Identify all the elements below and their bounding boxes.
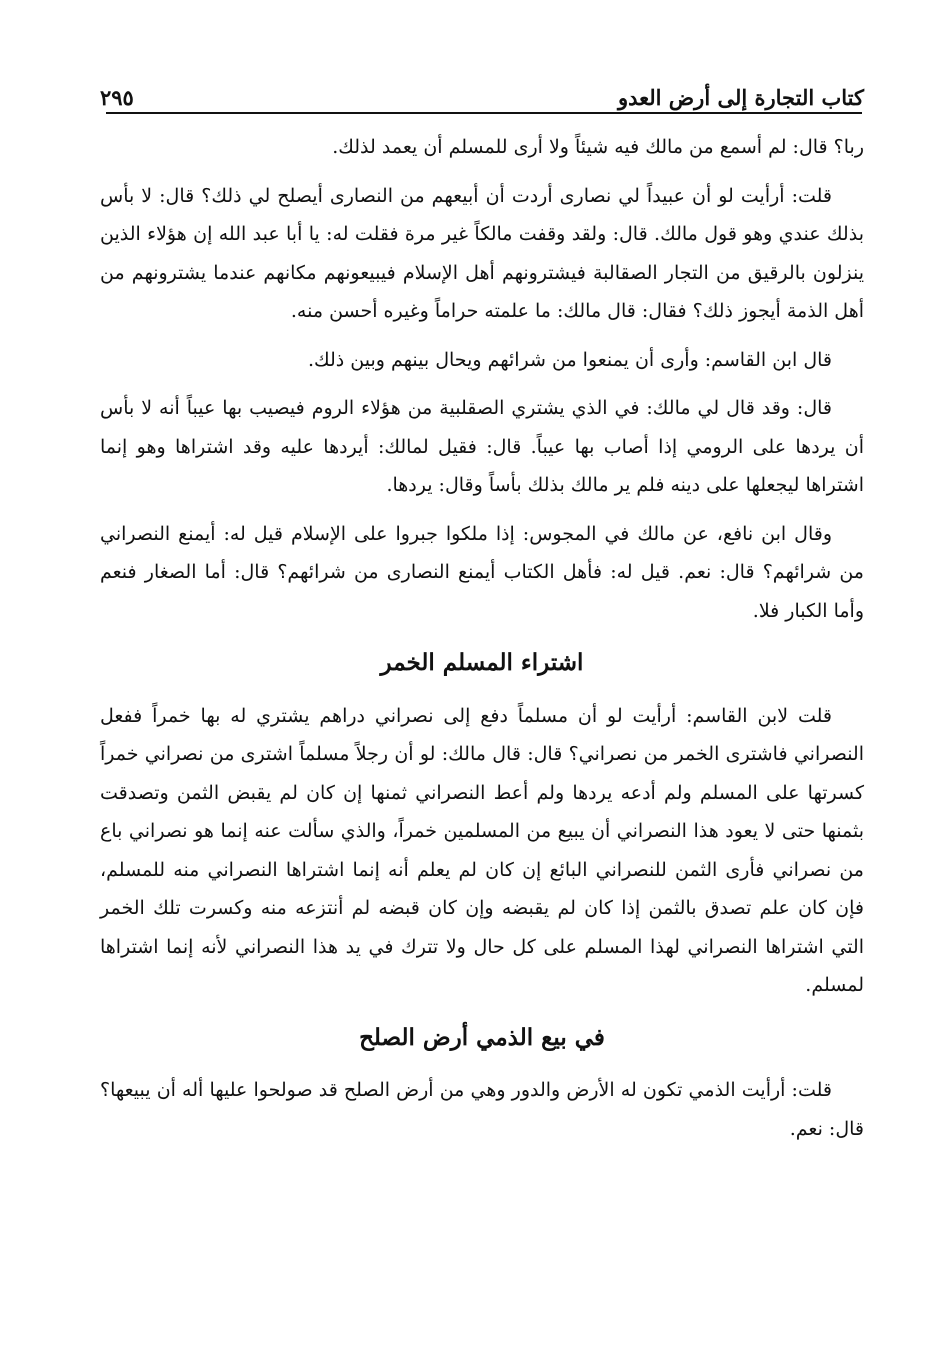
section-heading-wine: اشتراء المسلم الخمر bbox=[380, 649, 584, 676]
page-header bbox=[100, 62, 864, 110]
header-rule bbox=[106, 112, 862, 114]
section-heading-land-sale: في بيع الذمي أرض الصلح bbox=[359, 1023, 605, 1051]
paragraph-dhimmi-land: قلت: أرأيت الذمي تكون له الأرض والدور وهي من أرض الصلح قد صولحوا عليها أله أن يبيعها؟ قال: نعم. bbox=[100, 1079, 864, 1140]
paragraph-ibn-nafi-majus: وقال ابن نافع، عن مالك في المجوس: إذا ملكوا جبروا على الإسلام قيل له: أيمنع النصراني من شرائهم؟ قال: نعم. قيل له: فأهل الكتاب أيمنع النصارى من شرائهم؟ قال: أما الصغار فنعم وأما الكبار فلا. bbox=[100, 522, 864, 622]
paragraph-ibn-qasim-opinion: قال ابن القاسم: وأرى أن يمنعوا من شرائهم ويحال بينهم وبين ذلك. bbox=[307, 348, 832, 371]
paragraph-slaves-sale: قلت: أرأيت لو أن عبيداً لي نصارى أردت أن أبيعهم من النصارى أيصلح لي ذلك؟ قال: لا بأس بذلك عندي وهو قول مالك. قال: ولقد وقفت مالكاً غير مرة فقلت له: يا أبا عبد الله إن هؤلاء الذين ينزلون بالرقيق من التجار الصقالبة فيشترونهم أهل الإسلام فيبيعونهم مكانهم عندما يشترونهم من أهل الذمة أيجوز ذلك؟ فقال: قال مالك: ما علمته حراماً وغيره أحسن منه. bbox=[100, 184, 864, 322]
paragraph-wine-purchase: قلت لابن القاسم: أرأيت لو أن مسلماً دفع إلى نصراني دراهم يشتري له بها خمراً ففعل النصراني فاشترى الخمر من نصراني؟ قال: قال مالك: لو أن رجلاً مسلماً اشترى من نصراني خمراً كسرتها على المسلم ولم أدعه يردها ولم أعط النصراني ثمنها إن كان لم يقبض الثمن وتصدقت بثمنها حتى لا يعود هذا النصراني أن يبيع من المسلمين خمراً، والذي سألت عنه إنما هو نصراني باع من نصراني فأرى الثمن للنصراني البائع إن كان لم يعلم أنه إنما اشتراها النصراني منه للمسلم، فإن كان علم تصدق بالثمن إذا كان لم يقبضه وإن كان قبضه لم أنتزعه منه وكسرت تلك الخمر التي اشتراها النصراني لهذا المسلم على كل حال ولا تترك في يد هذا النصراني لأنه إنما اشتراها لمسلم. bbox=[100, 704, 864, 996]
page-number: ٢٩٥ bbox=[100, 85, 134, 110]
paragraph-continuation: ربا؟ قال: لم أسمع من مالك فيه شيئاً ولا أرى للمسلم أن يعمد لذلك. bbox=[332, 136, 864, 158]
paragraph-saqlabiya-defect: قال: وقد قال لي مالك: في الذي يشتري الصقلبية من هؤلاء الروم فيصيب بها عيباً أنه لا بأس أن يردها على الرومي إذا أصاب بها عيباً. قال: فقيل لمالك: أيردها عليه وقد اشتراها وهو إنما اشتراها ليجعلها على دينه فلم ير مالك بذلك بأساً وقال: يردها. bbox=[100, 397, 864, 496]
page-body bbox=[100, 128, 864, 1158]
running-title: كتاب التجارة إلى أرض العدو bbox=[617, 85, 864, 110]
